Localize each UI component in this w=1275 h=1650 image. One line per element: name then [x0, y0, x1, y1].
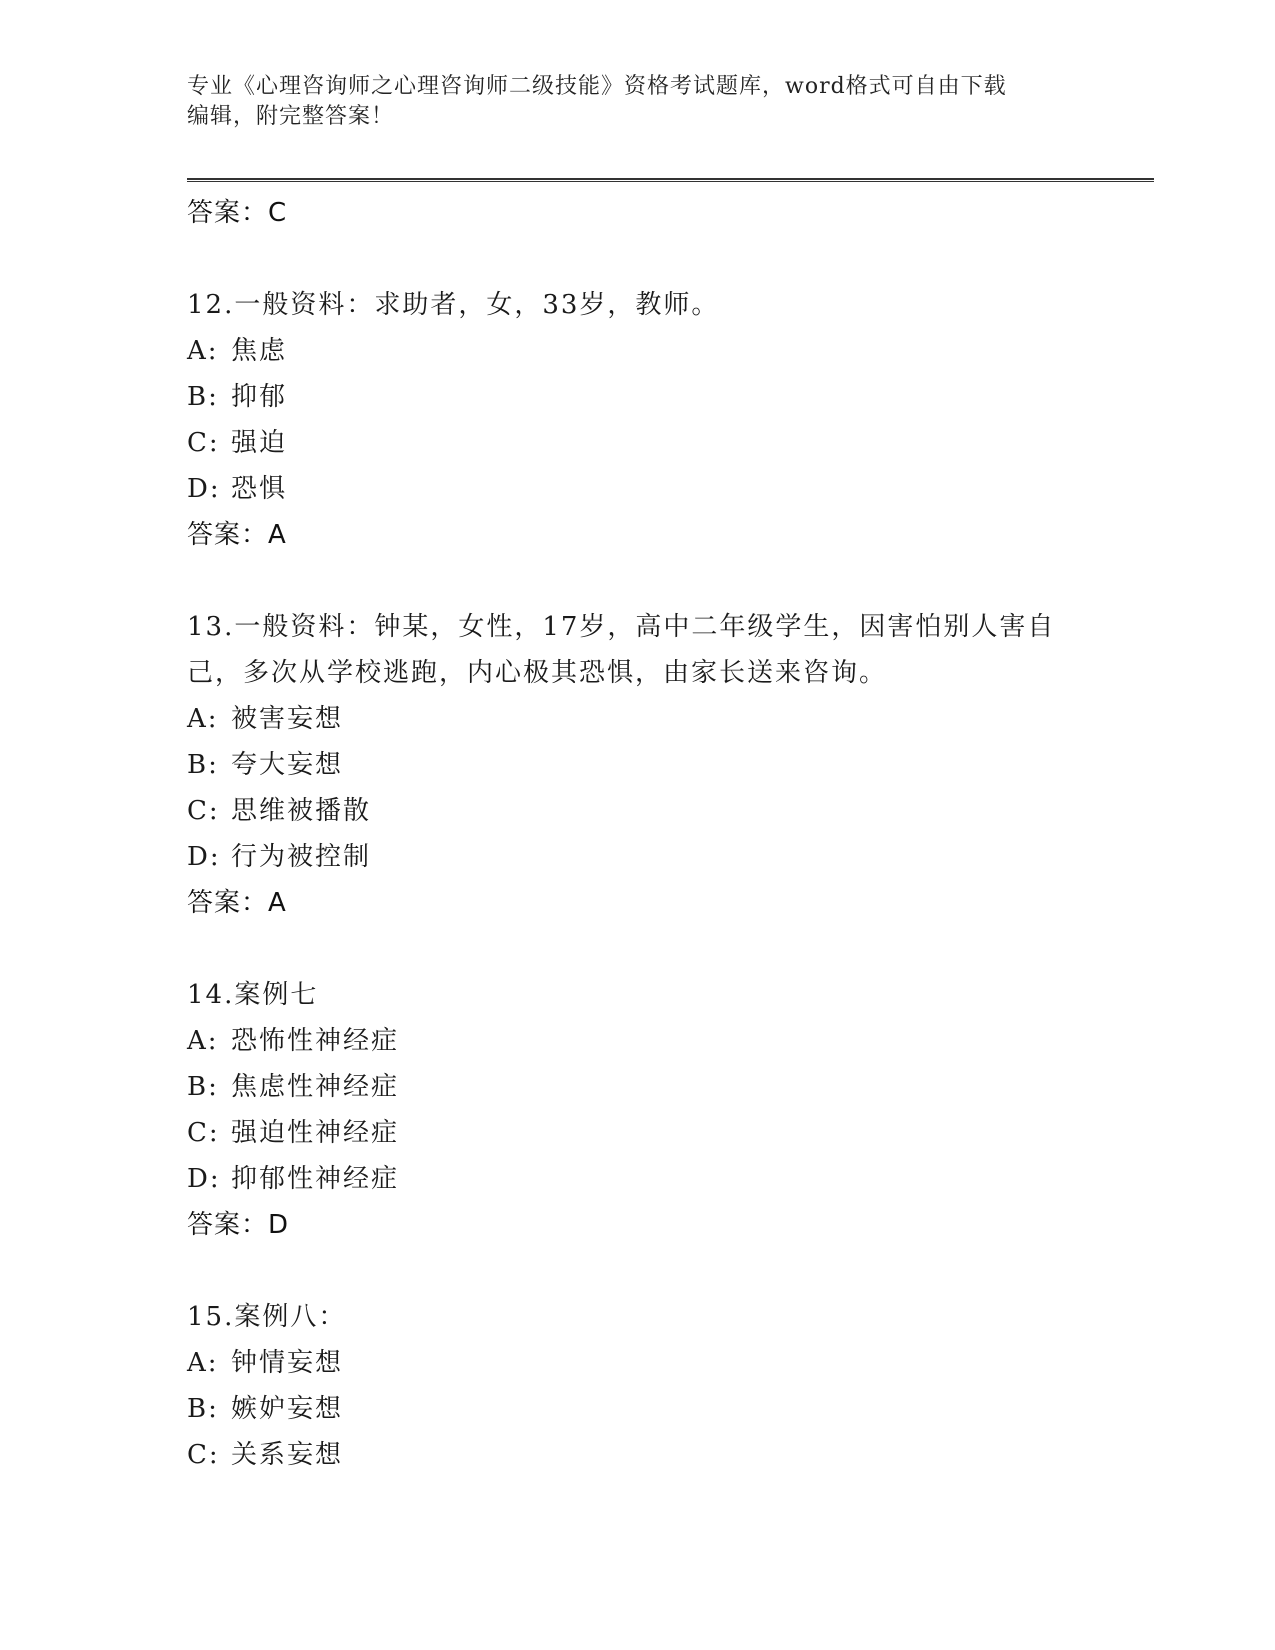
option-c — [187, 1432, 1147, 1478]
spacer — [187, 558, 1147, 604]
answer-line: 答案：A — [187, 888, 287, 918]
header-line-1: 专业《心理咨询师之心理咨询师二级技能》资格考试题库，word格式可自由下载 — [187, 74, 1007, 99]
option-b — [187, 1064, 1147, 1110]
option-text: 钟情妄想 — [231, 1348, 344, 1378]
option-letter: B: — [187, 1072, 219, 1102]
option-c — [187, 420, 1147, 466]
option-letter: C: — [187, 796, 220, 826]
option-text: 强迫 — [231, 428, 288, 458]
option-letter: B: — [187, 382, 219, 412]
option-text: 思维被播散 — [231, 796, 372, 826]
answer-line: 答案：D — [187, 1210, 290, 1240]
question-13 — [187, 604, 1147, 926]
option-d — [187, 834, 1147, 880]
option-c — [187, 788, 1147, 834]
spacer — [187, 926, 1147, 972]
option-letter: A: — [187, 336, 219, 366]
question-title-line-2: 己，多次从学校逃跑，内心极其恐惧，由家长送来咨询。 — [187, 658, 888, 688]
question-title: 15.案例八： — [187, 1302, 347, 1332]
question-14 — [187, 972, 1147, 1248]
option-text: 被害妄想 — [231, 704, 344, 734]
option-a — [187, 696, 1147, 742]
option-text: 抑郁性神经症 — [231, 1164, 400, 1194]
question-15 — [187, 1294, 1147, 1478]
option-text: 夸大妄想 — [231, 750, 344, 780]
option-letter: D: — [187, 474, 221, 504]
previous-answer: 答案：C — [187, 198, 288, 228]
option-text: 强迫性神经症 — [231, 1118, 400, 1148]
question-list — [187, 190, 1147, 1478]
option-letter: B: — [187, 750, 219, 780]
option-letter: A: — [187, 1026, 219, 1056]
option-b — [187, 1386, 1147, 1432]
spacer — [187, 236, 1147, 282]
option-letter: D: — [187, 842, 221, 872]
option-text: 抑郁 — [231, 382, 288, 412]
document-header — [187, 72, 1087, 132]
question-title: 14.案例七 — [187, 980, 319, 1010]
option-text: 行为被控制 — [231, 842, 372, 872]
option-b — [187, 374, 1147, 420]
option-text: 恐怖性神经症 — [231, 1026, 400, 1056]
header-divider — [187, 178, 1154, 182]
option-letter: D: — [187, 1164, 221, 1194]
option-text: 关系妄想 — [231, 1440, 344, 1470]
answer-line: 答案：A — [187, 520, 287, 550]
option-a — [187, 1018, 1147, 1064]
question-12 — [187, 282, 1147, 558]
option-letter: C: — [187, 1118, 220, 1148]
option-a — [187, 1340, 1147, 1386]
option-letter: C: — [187, 1440, 220, 1470]
option-a — [187, 328, 1147, 374]
option-text: 嫉妒妄想 — [231, 1394, 344, 1424]
option-letter: A: — [187, 704, 219, 734]
option-letter: C: — [187, 428, 220, 458]
spacer — [187, 1248, 1147, 1294]
option-letter: A: — [187, 1348, 219, 1378]
option-letter: B: — [187, 1394, 219, 1424]
option-text: 恐惧 — [231, 474, 288, 504]
option-c — [187, 1110, 1147, 1156]
question-title-line-1: 13.一般资料：钟某，女性，17岁，高中二年级学生，因害怕别人害自 — [187, 612, 1056, 642]
option-text: 焦虑 — [231, 336, 288, 366]
option-text: 焦虑性神经症 — [231, 1072, 400, 1102]
option-b — [187, 742, 1147, 788]
option-d — [187, 1156, 1147, 1202]
question-title: 12.一般资料：求助者，女，33岁，教师。 — [187, 290, 720, 320]
option-d — [187, 466, 1147, 512]
header-line-2: 编辑，附完整答案！ — [187, 104, 395, 129]
